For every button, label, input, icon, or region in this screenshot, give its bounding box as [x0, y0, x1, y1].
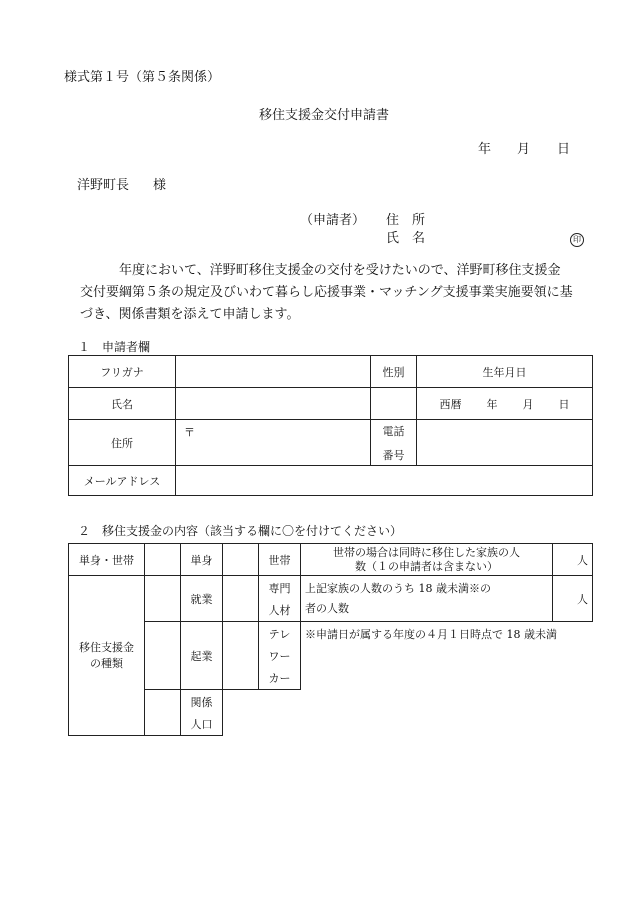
address-cell[interactable]	[176, 420, 371, 466]
single-household-label: 単身・世帯	[69, 544, 145, 576]
specialist-label: 専門 人材	[259, 576, 301, 622]
applicant-table	[68, 355, 593, 496]
people-unit: 人	[577, 592, 588, 606]
family-count-note: 世帯の場合は同時に移住した家族の人 数（１の申請者は含まない）	[301, 544, 553, 576]
applicant-role: （申請者）	[300, 213, 366, 228]
furigana-cell[interactable]	[176, 356, 371, 388]
date-day-label: 日	[557, 142, 571, 157]
birth-month-label: 月	[522, 397, 534, 411]
telework-check[interactable]	[223, 622, 259, 690]
startup-check[interactable]	[145, 622, 181, 690]
birthdate-cell[interactable]	[417, 388, 593, 420]
postal-mark: 〒	[184, 426, 195, 439]
email-cell[interactable]	[176, 466, 593, 496]
startup-label: 起業	[181, 622, 223, 690]
single-label: 単身	[181, 544, 223, 576]
footnote: ※申請日が属する年度の４月１日時点で 18 歳未満	[305, 628, 557, 641]
specialist-check[interactable]	[223, 576, 259, 622]
name-cell[interactable]	[176, 388, 371, 420]
relation-label: 関係 人口	[181, 690, 223, 736]
applicant-address-label: 住 所	[386, 213, 426, 228]
statement-line: づき、関係書類を添えて申請します。	[80, 307, 300, 322]
statement-line: 年度において、洋野町移住支援金の交付を受けたいので、洋野町移住支援金	[80, 263, 561, 278]
under18-count-cell[interactable]	[553, 576, 593, 622]
name-label: 氏名	[69, 388, 176, 420]
people-unit: 人	[577, 553, 588, 567]
single-household-check[interactable]	[145, 544, 181, 576]
gender-label: 性別	[371, 356, 417, 388]
form-number: 様式第１号（第５条関係）	[64, 70, 221, 85]
support-content-table	[68, 543, 593, 736]
gender-cell[interactable]	[371, 388, 417, 420]
household-label: 世帯	[259, 544, 301, 576]
telework-label: テレ ワー カー	[259, 622, 301, 690]
family-count-cell[interactable]	[553, 544, 593, 576]
birth-day-label: 日	[558, 397, 570, 411]
under18-note: 上記家族の人数のうち 18 歳未満※の 者の人数	[301, 576, 553, 622]
email-label: メールアドレス	[69, 466, 176, 496]
address-label: 住所	[69, 420, 176, 466]
addressee-honorific: 様	[153, 178, 167, 193]
date-year-label: 年	[478, 142, 492, 157]
employment-check[interactable]	[145, 576, 181, 622]
section2-heading: ２ 移住支援金の内容（該当する欄に〇を付けてください）	[78, 524, 403, 538]
statement-line: 交付要綱第５条の規定及びいわて暮らし応援事業・マッチング支援事業実施要領に基	[80, 285, 573, 300]
date-month-label: 月	[517, 142, 531, 157]
document-title: 移住支援金交付申請書	[259, 108, 390, 123]
furigana-label: フリガナ	[69, 356, 176, 388]
applicant-name-label: 氏 名	[386, 231, 426, 246]
single-check[interactable]	[223, 544, 259, 576]
addressee-name: 洋野町長	[77, 178, 130, 193]
employment-label: 就業	[181, 576, 223, 622]
seal-icon: 印	[570, 233, 584, 247]
phone-label: 電話 番号	[371, 420, 417, 466]
section1-heading: １ 申請者欄	[78, 340, 151, 354]
relation-check[interactable]	[145, 690, 181, 736]
birthdate-label: 生年月日	[417, 356, 593, 388]
phone-cell[interactable]	[417, 420, 593, 466]
support-kind-label: 移住支援金 の種類	[69, 576, 145, 736]
seal-mark	[570, 227, 584, 247]
era-label: 西暦	[439, 397, 462, 411]
birth-year-label: 年	[486, 397, 498, 411]
application-statement	[80, 260, 580, 326]
